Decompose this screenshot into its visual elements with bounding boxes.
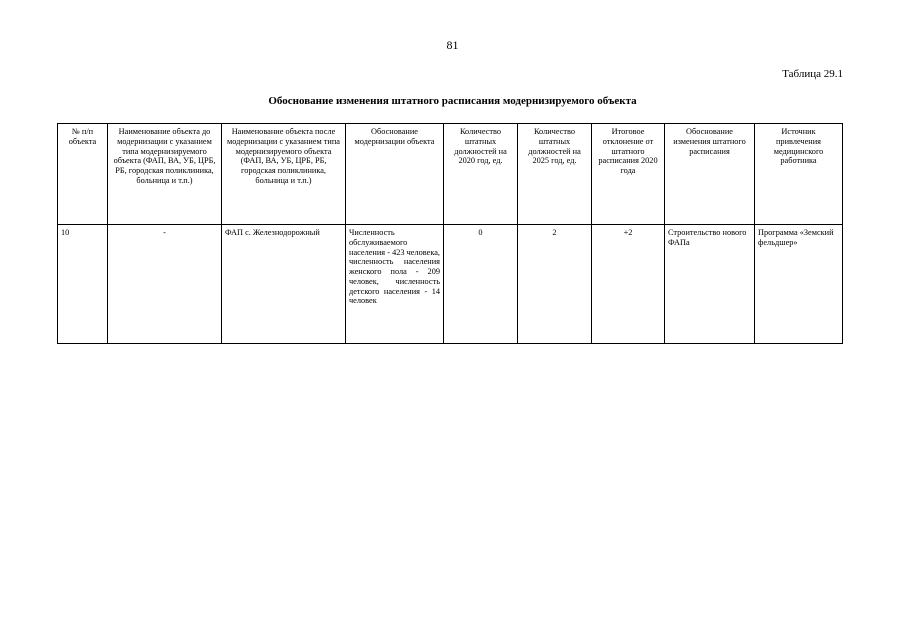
header-name-before: Наименование объекта до модернизации с указанием типа модернизируемого объекта (ФАП, ВА, УБ, ЦРБ, РБ, городская поликлиника, больница и т.п.) (108, 124, 222, 225)
document-title: Обоснование изменения штатного расписания модернизируемого объекта (268, 95, 637, 107)
header-positions-2020: Количество штатных должностей на 2020 год, ед. (444, 124, 518, 225)
page-number: 81 (446, 38, 459, 52)
cell-change-reason: Строительство нового ФАПа (665, 225, 755, 344)
cell-name-after: ФАП с. Железнодорожный (222, 225, 346, 344)
header-object-number: № п/п объекта (58, 124, 108, 225)
header-positions-2025: Количество штатных должностей на 2025 год, ед. (518, 124, 592, 225)
header-deviation: Итоговое отклонение от штатного расписания 2020 года (592, 124, 665, 225)
cell-positions-2025: 2 (518, 225, 592, 344)
table-label: Таблица 29.1 (782, 68, 843, 80)
cell-object-number: 10 (58, 225, 108, 344)
cell-name-before: - (108, 225, 222, 344)
header-change-reason: Обоснование изменения штатного расписания (665, 124, 755, 225)
cell-modernization-reason: Численность обслуживаемого населения - 423 человека, численность населения женского пола - 209 человек, численность детского населения - 14 человек (346, 225, 444, 344)
table-row (58, 225, 843, 344)
cell-positions-2020: 0 (444, 225, 518, 344)
cell-staff-source: Программа «Земский фельдшер» (755, 225, 843, 344)
staffing-table (57, 123, 843, 344)
table-header-row (58, 124, 843, 225)
header-modernization-reason: Обоснование модернизации объекта (346, 124, 444, 225)
cell-deviation: +2 (592, 225, 665, 344)
header-staff-source: Источник привлечения медицинского работника (755, 124, 843, 225)
header-name-after: Наименование объекта после модернизации с указанием типа модернизируемого объекта (ФАП, ВА, УБ, ЦРБ, РБ, городская поликлиника, больница и т.п.) (222, 124, 346, 225)
